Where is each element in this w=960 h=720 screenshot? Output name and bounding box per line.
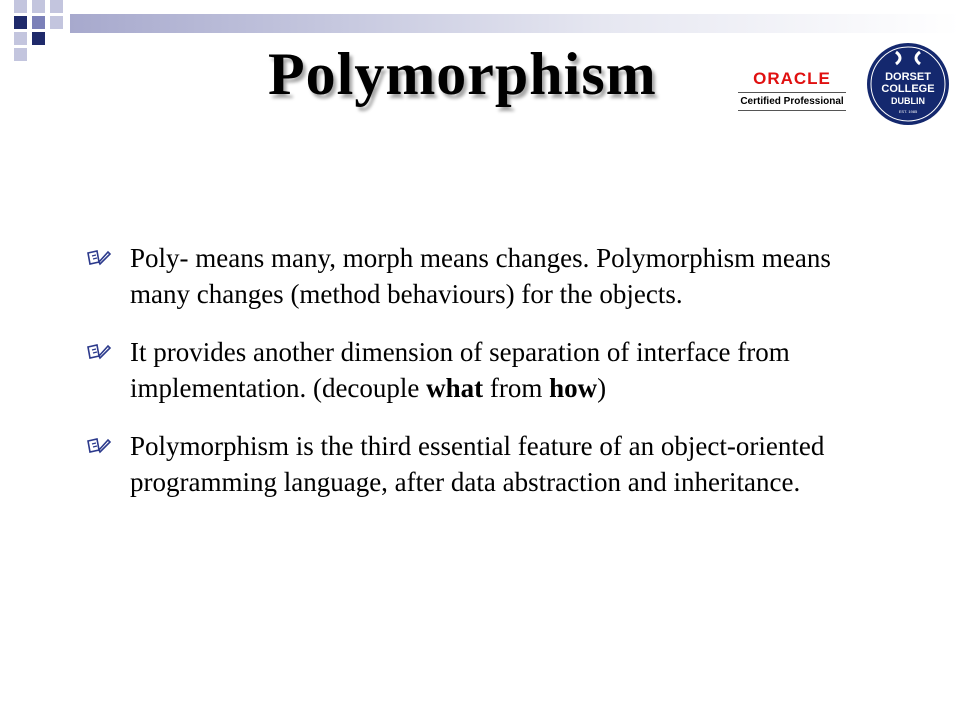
open-book-icon: [86, 438, 112, 454]
oracle-divider: [738, 110, 846, 111]
oracle-subtitle: Certified Professional: [740, 96, 844, 107]
decorative-square: [14, 48, 27, 61]
seal-line-2: COLLEGE: [881, 83, 935, 95]
bullet-text: ): [597, 373, 607, 403]
seal-est: EST. 1985: [898, 109, 918, 114]
dorset-college-seal: [866, 42, 950, 126]
list-item: [86, 428, 886, 500]
header-decorative-bar: [70, 14, 960, 33]
open-book-icon: [86, 344, 112, 360]
decorative-square: [32, 16, 45, 29]
bullet-list: [86, 240, 886, 522]
decorative-square: [14, 0, 27, 13]
list-item: [86, 334, 886, 406]
list-item: [86, 240, 886, 312]
bullet-text: Poly- means many, morph means changes. Polymorphism means many changes (method behaviours) for the objects.: [130, 243, 831, 309]
seal-line-1: DORSET: [885, 71, 931, 83]
decorative-square: [32, 32, 45, 45]
open-book-icon: [86, 250, 112, 266]
decorative-square: [50, 16, 63, 29]
bullet-text: Polymorphism is the third essential feature of an object-oriented programming language, after data abstraction and inheritance.: [130, 431, 825, 497]
oracle-certified-logo: [738, 70, 846, 112]
decorative-square: [32, 0, 45, 13]
bullet-emphasis: what: [426, 373, 484, 403]
decorative-square: [14, 32, 27, 45]
decorative-square: [50, 0, 63, 13]
bullet-emphasis: how: [549, 373, 598, 403]
decorative-square: [14, 16, 27, 29]
bullet-text: It provides another dimension of separation of interface from implementation. (decouple: [130, 337, 790, 403]
bullet-text: from: [483, 373, 550, 403]
oracle-divider: [738, 92, 846, 93]
seal-line-3: DUBLIN: [891, 96, 925, 106]
page-title: Polymorphism: [268, 41, 657, 107]
oracle-brand-text: ORACLE: [753, 69, 831, 88]
